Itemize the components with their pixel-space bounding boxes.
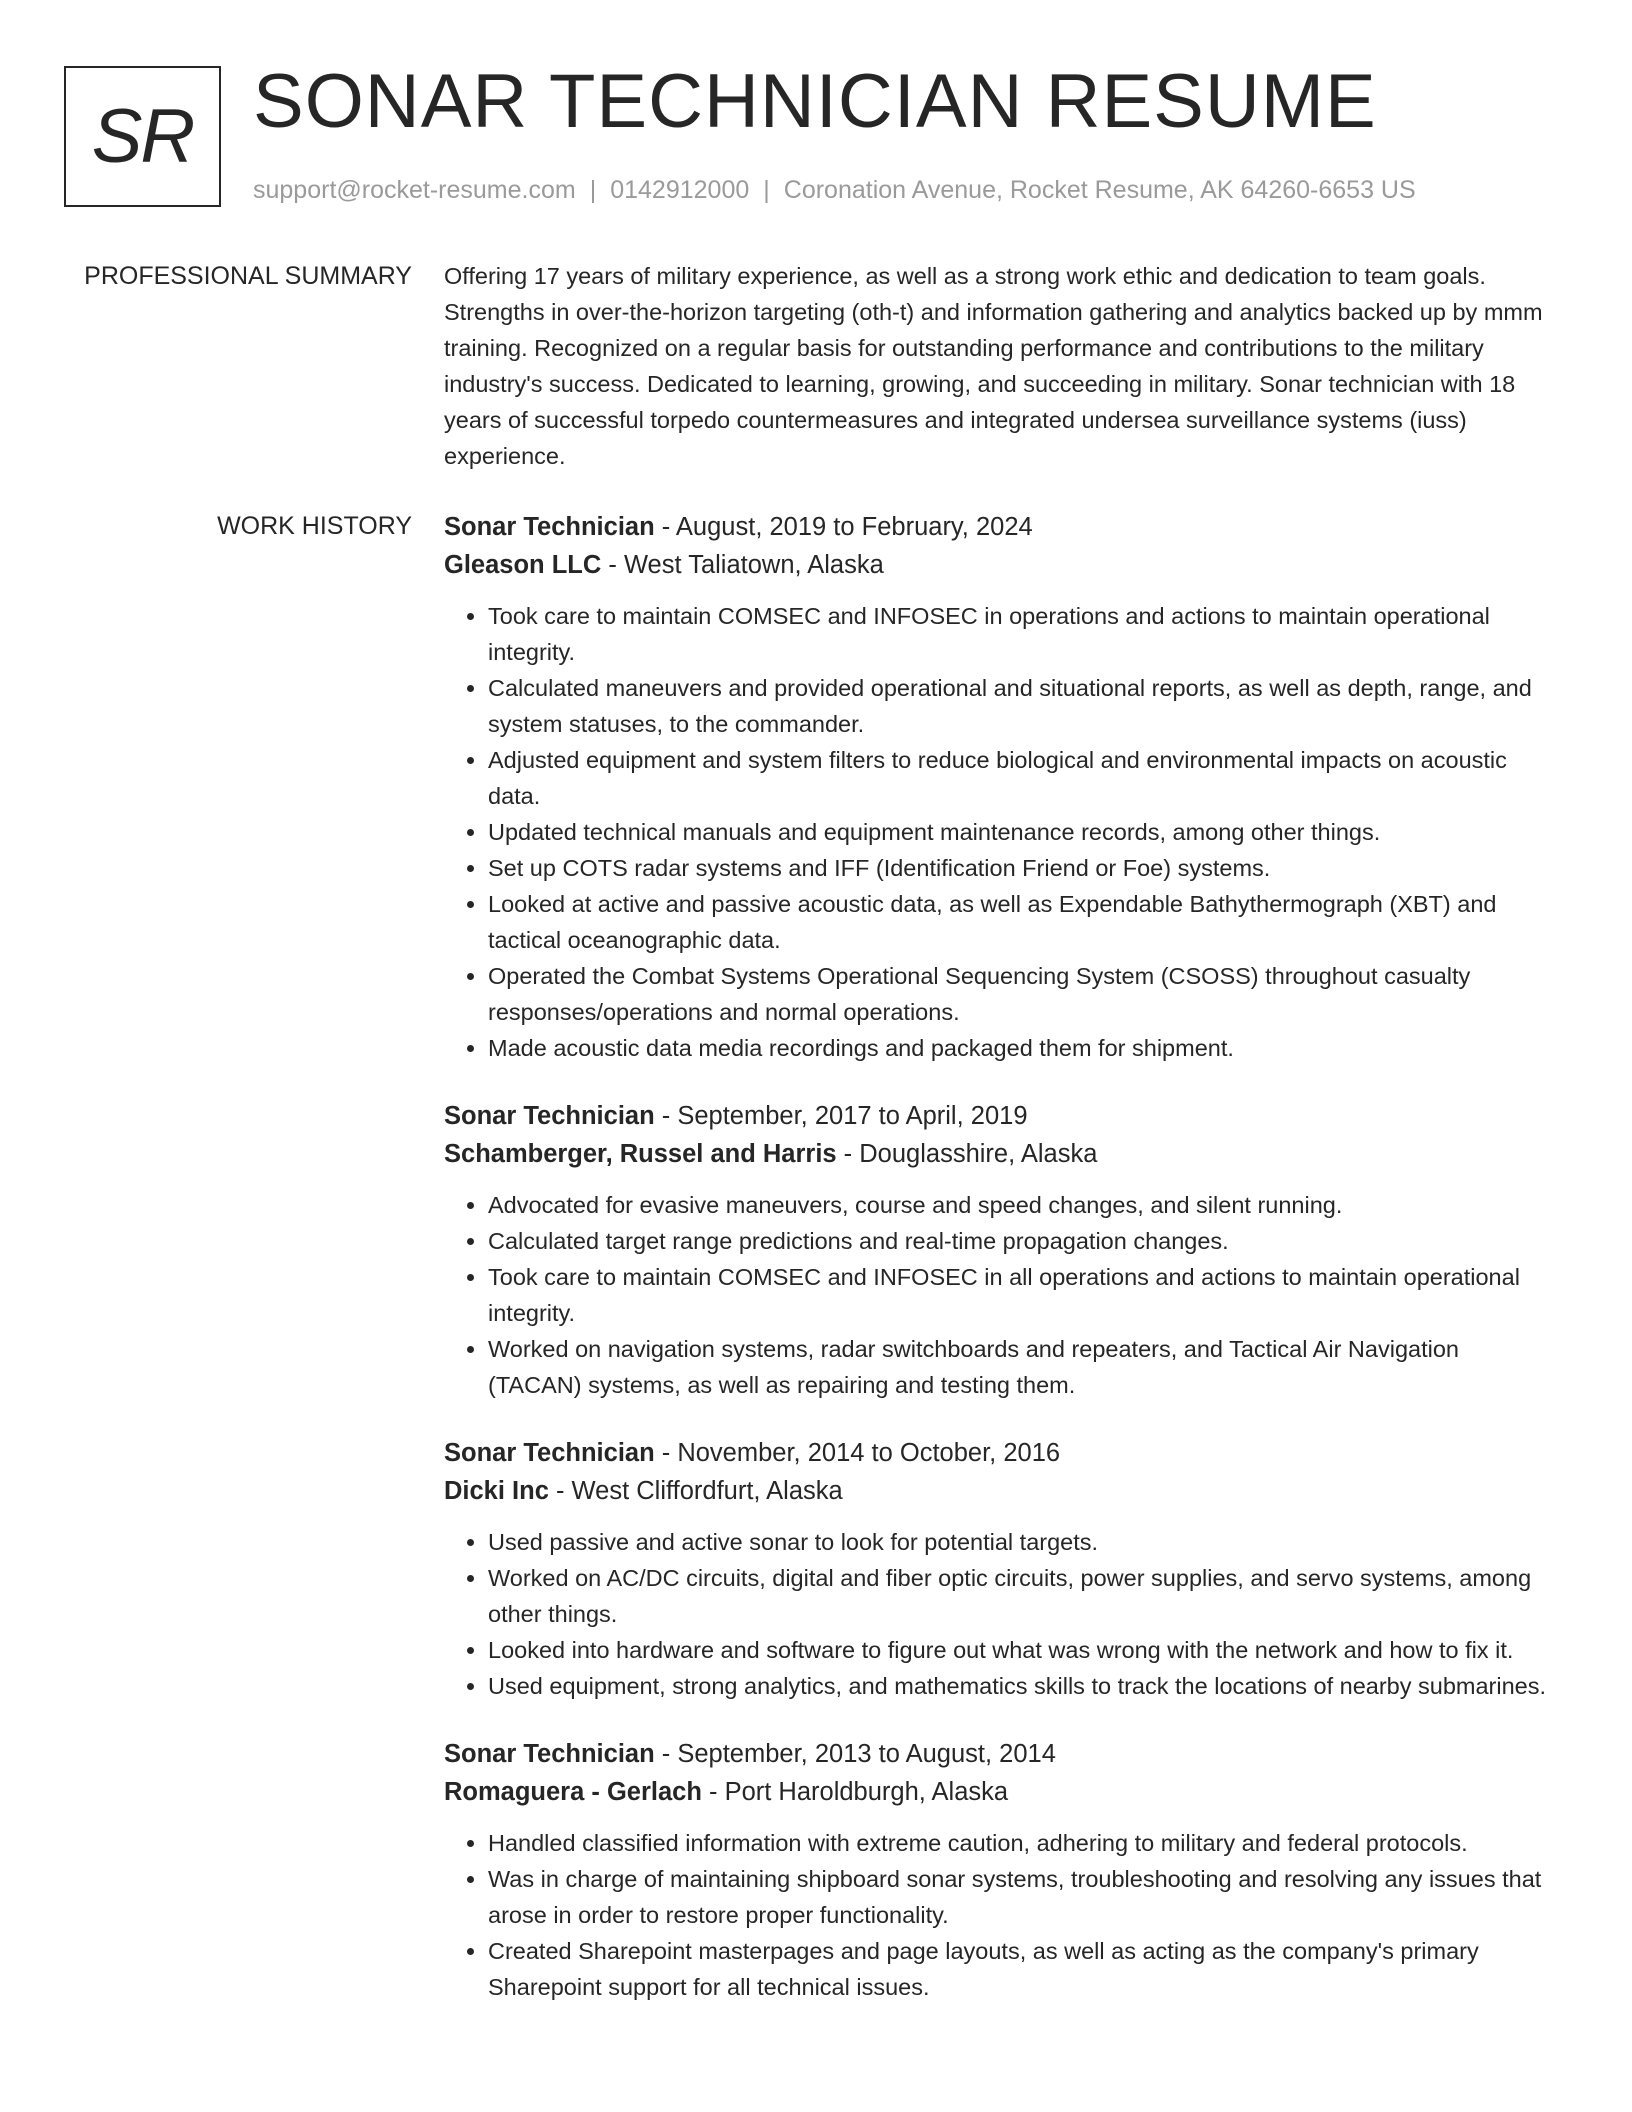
job-title: Sonar Technician (444, 1439, 655, 1467)
contact-phone[interactable]: 0142912000 (610, 176, 750, 204)
summary-text: Offering 17 years of military experience, as well as a strong work ethic and dedication to team goals. Strengths in over-the-horizon targeting (oth-t) and information gathering and analytics backed up by mmm training. Recognized on a regular basis for outstanding performance and contributions to the military industry's success. Dedicated to learning, growing, and succeeding in military. Sonar technician with 18 years of successful torpedo countermeasures and integrated undersea surveillance systems (iuss) experience. (444, 263, 1543, 469)
job-bullets (444, 1187, 1559, 1403)
job-dates: - August, 2019 to February, 2024 (654, 513, 1033, 541)
job-title-line (444, 508, 1559, 546)
job-bullet: • Advocated for evasive maneuvers, course and speed changes, and silent running. (488, 1187, 1559, 1223)
job-bullet: • Adjusted equipment and system filters to reduce biological and environmental impacts on acoustic data. (488, 742, 1559, 814)
job-title-line (444, 1434, 1559, 1472)
job-bullet: • Worked on navigation systems, radar switchboards and repeaters, and Tactical Air Navigation (TACAN) systems, as well as repairing and testing them. (488, 1331, 1559, 1403)
job-company-line (444, 546, 1559, 584)
work-history-label: WORK HISTORY (217, 512, 412, 540)
job-location: - Port Haroldburgh, Alaska (701, 1778, 1009, 1806)
job-bullet: • Took care to maintain COMSEC and INFOSEC in all operations and actions to maintain operational integrity. (488, 1259, 1559, 1331)
job-bullet: • Used passive and active sonar to look for potential targets. (488, 1524, 1559, 1560)
job-company: Gleason LLC (444, 551, 602, 579)
job-bullets (444, 1524, 1559, 1704)
job-entry (444, 1735, 1559, 2005)
job-title: Sonar Technician (444, 1102, 655, 1130)
job-bullet: • Operated the Combat Systems Operational Sequencing System (CSOSS) throughout casualty responses/operations and normal operations. (488, 958, 1559, 1030)
job-company-line (444, 1472, 1559, 1510)
job-bullet: • Made acoustic data media recordings and packaged them for shipment. (488, 1030, 1559, 1066)
job-bullet: • Worked on AC/DC circuits, digital and fiber optic circuits, power supplies, and servo systems, among other things. (488, 1560, 1559, 1632)
job-location: - West Cliffordfurt, Alaska (548, 1477, 843, 1505)
job-bullet: • Handled classified information with extreme caution, adhering to military and federal protocols. (488, 1825, 1559, 1861)
job-company-line (444, 1773, 1559, 1811)
job-entry (444, 1097, 1559, 1403)
job-title: Sonar Technician (444, 513, 655, 541)
job-entry (444, 1434, 1559, 1704)
contact-line (253, 172, 1416, 208)
job-bullet: • Took care to maintain COMSEC and INFOSEC in operations and actions to maintain operational integrity. (488, 598, 1559, 670)
job-entry (444, 508, 1559, 1066)
job-bullet: • Updated technical manuals and equipment maintenance records, among other things. (488, 814, 1559, 850)
contact-separator: | (763, 176, 770, 204)
job-bullet: • Set up COTS radar systems and IFF (Identification Friend or Foe) systems. (488, 850, 1559, 886)
job-bullet: • Used equipment, strong analytics, and mathematics skills to track the locations of nearby submarines. (488, 1668, 1559, 1704)
job-bullet: • Created Sharepoint masterpages and page layouts, as well as acting as the company's primary Sharepoint support for all technical issues. (488, 1933, 1559, 2005)
job-bullet: • Calculated target range predictions and real-time propagation changes. (488, 1223, 1559, 1259)
job-dates: - November, 2014 to October, 2016 (654, 1439, 1061, 1467)
monogram-logo: SR (64, 66, 221, 207)
resume-title: SONAR TECHNICIAN RESUME (253, 59, 1377, 144)
job-bullet: • Looked at active and passive acoustic data, as well as Expendable Bathythermograph (XBT) and tactical oceanographic data. (488, 886, 1559, 958)
job-title-line (444, 1735, 1559, 1773)
job-company: Schamberger, Russel and Harris (444, 1140, 837, 1168)
job-company-line (444, 1135, 1559, 1173)
job-company: Dicki Inc (444, 1477, 549, 1505)
contact-separator: | (589, 176, 597, 204)
job-location: - West Taliatown, Alaska (601, 551, 884, 579)
summary-label: PROFESSIONAL SUMMARY (84, 262, 412, 290)
job-dates: - September, 2013 to August, 2014 (654, 1740, 1056, 1768)
job-location: - Douglasshire, Alaska (836, 1140, 1098, 1168)
job-dates: - September, 2017 to April, 2019 (654, 1102, 1028, 1130)
job-company: Romaguera - Gerlach (444, 1778, 702, 1806)
job-bullet: • Was in charge of maintaining shipboard sonar systems, troubleshooting and resolving any issues that arose in order to restore proper functionality. (488, 1861, 1559, 1933)
job-title-line (444, 1097, 1559, 1135)
job-bullet: • Calculated maneuvers and provided operational and situational reports, as well as depth, range, and system statuses, to the commander. (488, 670, 1559, 742)
contact-address: Coronation Avenue, Rocket Resume, AK 64260-6653 US (783, 176, 1416, 204)
job-bullets (444, 1825, 1559, 2005)
job-bullet: • Looked into hardware and software to figure out what was wrong with the network and how to fix it. (488, 1632, 1559, 1668)
job-title: Sonar Technician (444, 1740, 655, 1768)
job-list (444, 508, 1559, 2036)
job-bullets (444, 598, 1559, 1066)
contact-email[interactable]: support@rocket-resume.com (253, 176, 576, 204)
